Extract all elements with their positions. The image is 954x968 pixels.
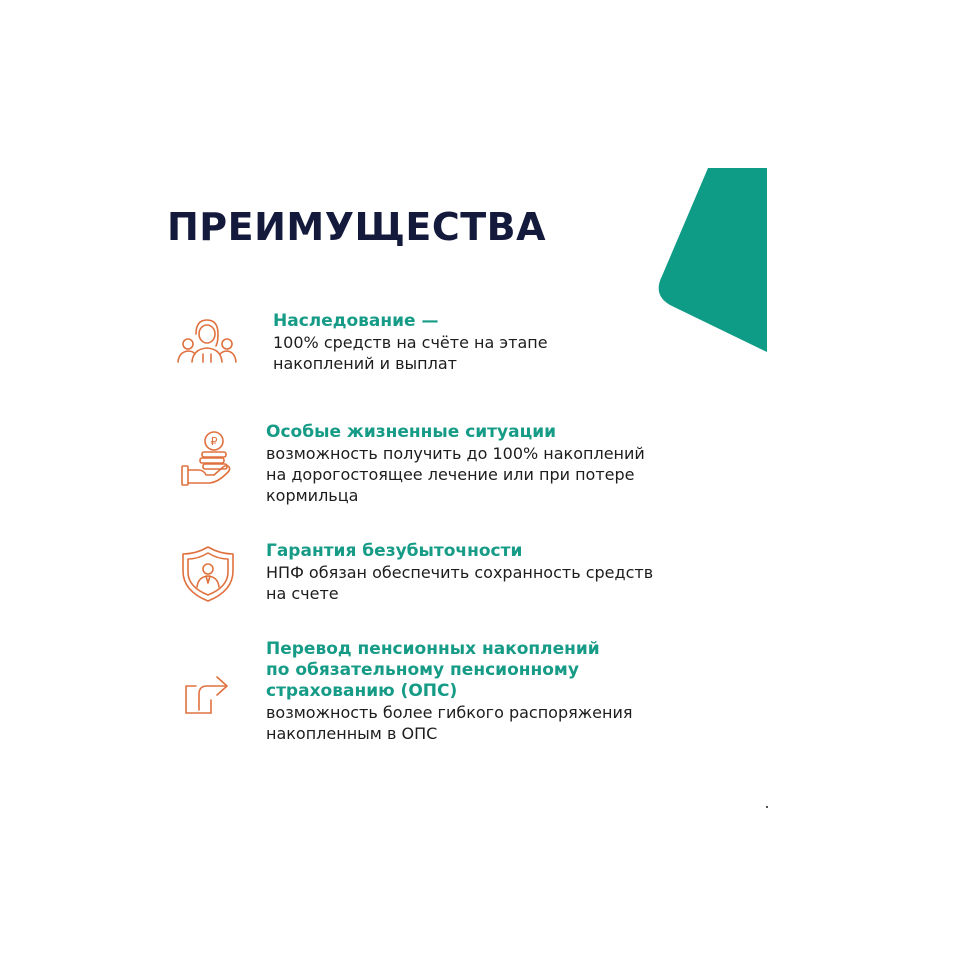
family-icon: [176, 316, 238, 366]
item-heading-ops-transfer: страхованию (ОПС): [266, 681, 458, 701]
item-heading-ops-transfer: по обязательному пенсионному: [266, 660, 579, 680]
item-desc-line: кормильца: [266, 486, 359, 505]
coins-hand-icon: [180, 430, 236, 488]
item-desc-line: накоплений и выплат: [273, 354, 457, 373]
svg-text:₽: ₽: [210, 435, 218, 448]
page-title: ПРЕИМУЩЕСТВА: [167, 205, 547, 249]
item-desc-line: на дорогостоящее лечение или при потере: [266, 465, 635, 484]
item-desc-line: НПФ обязан обеспечить сохранность средств: [266, 563, 654, 582]
item-heading-special-situations: Особые жизненные ситуации: [266, 422, 557, 442]
decorative-dot: [766, 806, 768, 808]
transfer-arrow-icon: [183, 668, 233, 716]
item-desc-line: 100% средств на счёте на этапе: [273, 333, 548, 352]
item-desc-line: накопленным в ОПС: [266, 724, 438, 743]
item-desc-line: на счете: [266, 584, 339, 603]
shield-person-icon: [180, 545, 236, 603]
item-heading-ops-transfer: Перевод пенсионных накоплений: [266, 639, 600, 659]
item-heading-no-loss-guarantee: Гарантия безубыточности: [266, 541, 523, 561]
item-desc-line: возможность получить до 100% накоплений: [266, 444, 645, 463]
item-heading-inheritance: Наследование —: [273, 311, 439, 331]
item-desc-line: возможность более гибкого распоряжения: [266, 703, 633, 722]
